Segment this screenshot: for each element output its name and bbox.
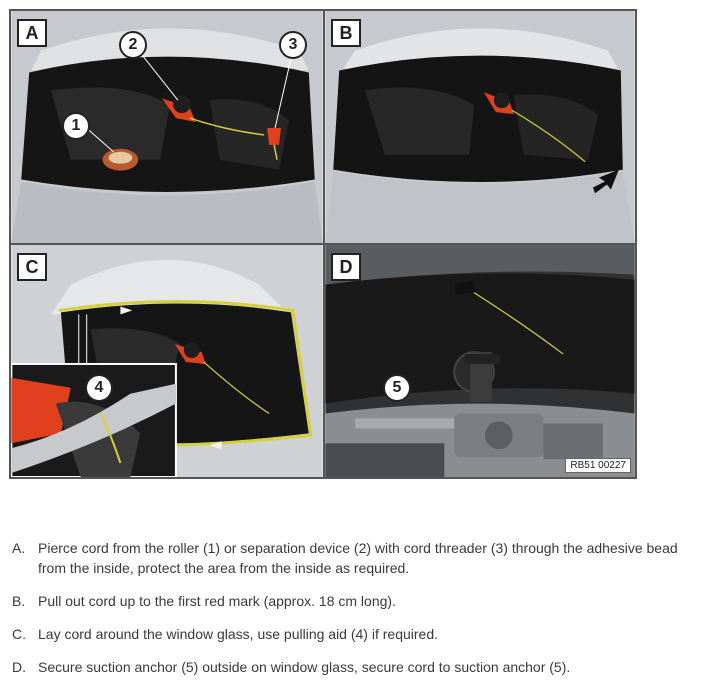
panel-d: [324, 244, 636, 478]
step-item: [12, 591, 704, 611]
step-item: [12, 538, 704, 578]
step-item: [12, 624, 704, 644]
illustration-figure: [9, 9, 637, 479]
panel-d-letter: D: [331, 253, 361, 281]
panel-b-letter: B: [331, 19, 361, 47]
callout-3-cord-threader: 3: [279, 31, 307, 59]
step-marker: A.: [12, 540, 26, 556]
step-marker: D.: [12, 659, 26, 675]
panel-a-letter: A: [17, 19, 47, 47]
callout-2-separation-device: 2: [119, 31, 147, 59]
panel-c-letter: C: [17, 253, 47, 281]
panel-b: [324, 10, 636, 244]
panel-c-photo: [11, 245, 323, 477]
callout-5-suction-anchor: 5: [383, 374, 411, 402]
step-text: Secure suction anchor (5) outside on window glass, secure cord to suction anchor (5).: [38, 659, 571, 675]
panel-c: [10, 244, 324, 478]
step-marker: B.: [12, 593, 26, 609]
callout-1-roller: 1: [62, 112, 90, 140]
step-text: Pierce cord from the roller (1) or separation device (2) with cord threader (3) through the adhesive bead from the inside, protect the area from the inside as required.: [38, 540, 678, 576]
step-marker: C.: [12, 626, 26, 642]
panel-a-photo: [11, 11, 323, 243]
panel-b-photo: [325, 11, 635, 243]
step-text: Lay cord around the window glass, use pulling aid (4) if required.: [38, 626, 439, 642]
panel-d-photo: [325, 245, 635, 477]
panel-a: [10, 10, 324, 244]
step-text: Pull out cord up to the first red mark (approx. 18 cm long).: [38, 593, 396, 609]
step-item: [12, 657, 704, 677]
callout-4-pulling-aid: 4: [85, 374, 113, 402]
reference-code: RB51 00227: [565, 458, 631, 473]
instruction-steps: [12, 538, 704, 690]
